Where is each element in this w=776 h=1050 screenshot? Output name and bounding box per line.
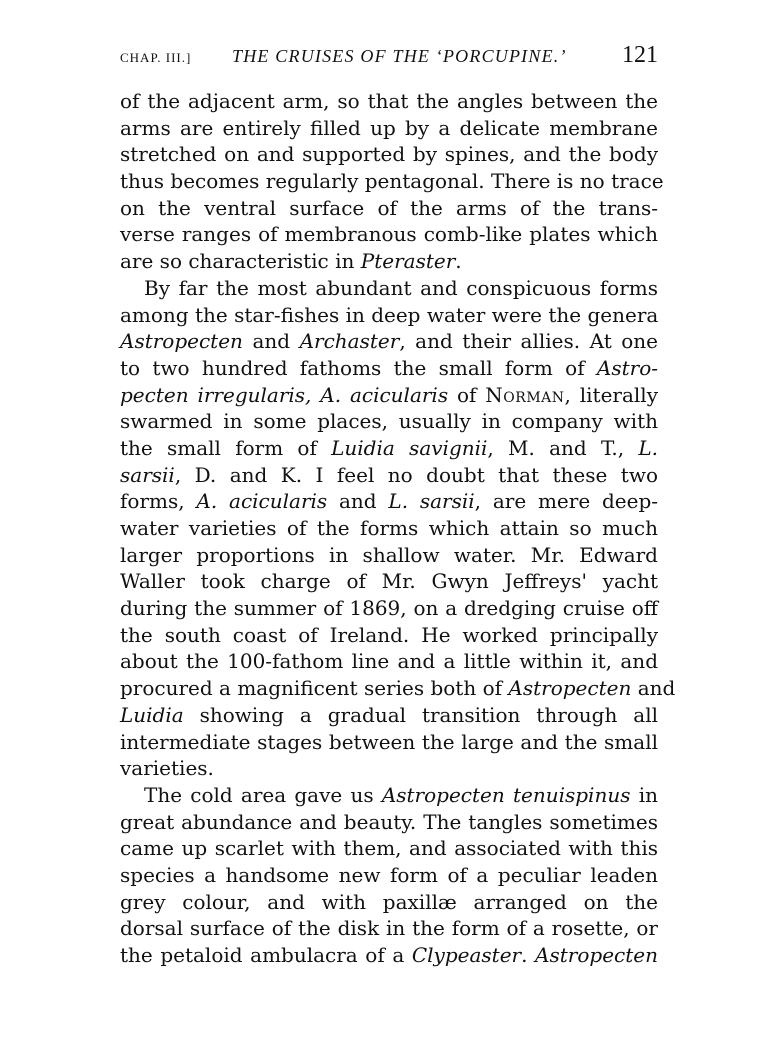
chapter-label: CHAP. III.] <box>120 50 192 65</box>
text-line: forms, A. acicularis and L. sarsii, are mere deep- <box>120 489 659 514</box>
text-line: are so characteristic in Pteraster. <box>120 249 462 274</box>
text-line: Waller took charge of Mr. Gwyn Jeffreys' yacht <box>120 569 658 594</box>
text-line: larger proportions in shallow water. Mr. Edward <box>120 542 658 567</box>
running-title: THE CRUISES OF THE ‘PORCUPINE.’ <box>232 46 567 66</box>
text-line: during the summer of 1869, on a dredging cruise off <box>120 596 658 621</box>
text-line: to two hundred fathoms the small form of Astro- <box>120 355 658 380</box>
text-line: grey colour, and with paxillæ arranged on the <box>120 889 658 914</box>
text-line: procured a magnificent series both of Astropecten and <box>120 676 676 701</box>
text-line: about the 100-fathom line and a little within it, and <box>120 649 658 674</box>
text-line: sarsii, D. and K. I feel no doubt that these two <box>120 462 658 487</box>
text-line: the south coast of Ireland. He worked principally <box>120 622 658 647</box>
running-head <box>120 44 660 74</box>
text-line: verse ranges of membranous comb-like plates which <box>120 222 658 247</box>
text-line: varieties. <box>120 756 214 781</box>
text-line: water varieties of the forms which attain so much <box>120 516 658 540</box>
text-line: swarmed in some places, usually in company with <box>120 409 658 434</box>
text-line: stretched on and supported by spines, and the body <box>120 142 658 167</box>
text-line: of the adjacent arm, so that the angles between the <box>120 89 658 113</box>
text-line: arms are entirely filled up by a delicate membrane <box>120 115 658 140</box>
body-text <box>120 88 676 969</box>
text-line: great abundance and beauty. The tangles sometimes <box>120 809 658 834</box>
text-line: By far the most abundant and conspicuous forms <box>144 275 658 300</box>
text-line: intermediate stages between the large and the small <box>120 729 658 754</box>
text-line: the small form of Luidia savignii, M. and T., L. <box>120 435 658 460</box>
page-number: 121 <box>622 42 658 68</box>
text-line: Astropecten and Archaster, and their allies. At one <box>120 329 659 354</box>
text-line: the petaloid ambulacra of a Clypeaster. Astropecten <box>120 943 658 967</box>
text-line: among the star-fishes in deep water were the genera <box>120 302 659 327</box>
text-line: Luidia showing a gradual transition through all <box>120 702 658 727</box>
text-line: The cold area gave us Astropecten tenuispinus in <box>144 782 658 807</box>
text-line: dorsal surface of the disk in the form of a rosette, or <box>120 916 658 941</box>
text-line: thus becomes regularly pentagonal. There is no trace <box>120 169 664 194</box>
text-line: species a handsome new form of a peculiar leaden <box>120 862 658 887</box>
text-line: on the ventral surface of the arms of the trans- <box>120 195 658 220</box>
text-line: pecten irregularis, A. acicularis of Norman, literally <box>120 382 658 407</box>
text-line: came up scarlet with them, and associated with this <box>120 836 658 861</box>
